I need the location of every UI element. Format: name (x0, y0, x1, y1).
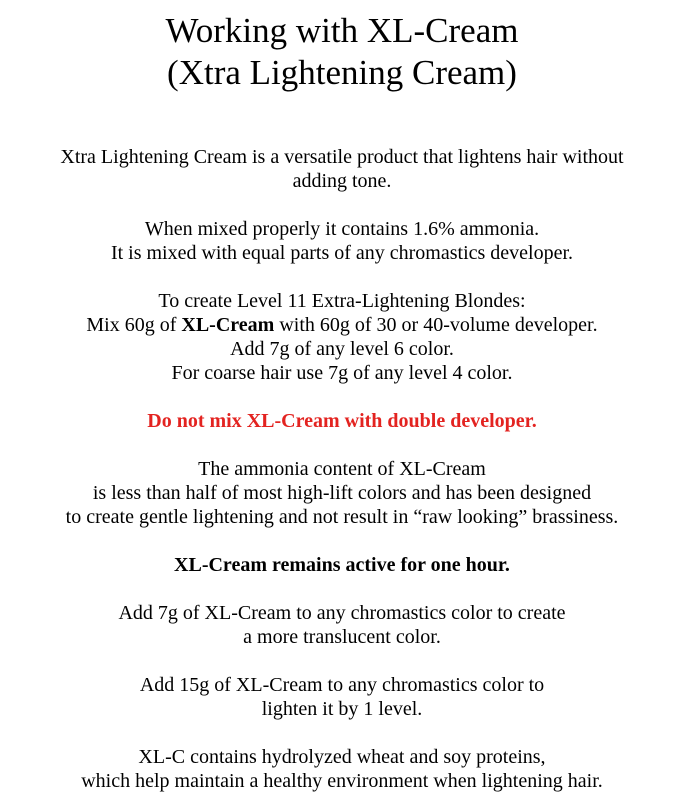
intro-line-2: adding tone. (292, 170, 392, 192)
proteins-paragraph (0, 745, 684, 793)
ammonia-line-1: The ammonia content of XL-Cream (198, 458, 486, 480)
level11-product-name: XL-Cream (181, 314, 275, 336)
level11-line-2-prefix: Mix 60g of (86, 314, 182, 336)
intro-paragraph (0, 145, 684, 193)
mixing-line-1: When mixed properly it contains 1.6% ammonia. (144, 218, 540, 240)
ammonia-paragraph (0, 457, 684, 529)
warning-line-1: Do not mix XL-Cream with double developer. (147, 410, 537, 432)
lighten-paragraph (0, 673, 684, 721)
ammonia-line-2: is less than half of most high-lift colors and has been designed (92, 482, 592, 504)
translucent-paragraph (0, 601, 684, 649)
page-title: Working with XL-Cream (165, 11, 519, 50)
active-line-1: XL-Cream remains active for one hour. (174, 554, 510, 576)
ammonia-line-3: to create gentle lightening and not result in “raw looking” brassiness. (65, 506, 619, 528)
translucent-line-1: Add 7g of XL-Cream to any chromastics color to create (118, 602, 566, 624)
warning-paragraph (0, 409, 684, 433)
mixing-line-2: It is mixed with equal parts of any chromastics developer. (110, 242, 574, 264)
proteins-line-2: which help maintain a healthy environment when lightening hair. (81, 770, 603, 792)
level11-line-3: Add 7g of any level 6 color. (230, 338, 454, 360)
mixing-paragraph (0, 217, 684, 265)
level11-paragraph (0, 289, 684, 385)
level11-line-4: For coarse hair use 7g of any level 4 color. (171, 362, 513, 384)
page-subtitle: (Xtra Lightening Cream) (167, 53, 517, 92)
lighten-line-1: Add 15g of XL-Cream to any chromastics color to (139, 674, 545, 696)
lighten-line-2: lighten it by 1 level. (261, 698, 423, 720)
level11-line-2 (0, 313, 684, 337)
translucent-line-2: a more translucent color. (243, 626, 441, 648)
intro-line-1: Xtra Lightening Cream is a versatile product that lightens hair without (60, 146, 624, 168)
active-paragraph (0, 553, 684, 577)
document-body (0, 145, 684, 793)
level11-line-1: To create Level 11 Extra-Lightening Blondes: (158, 290, 526, 312)
level11-line-2-suffix: with 60g of 30 or 40-volume developer. (274, 314, 598, 336)
proteins-line-1: XL-C contains hydrolyzed wheat and soy proteins, (138, 746, 546, 768)
title-block (0, 0, 684, 94)
